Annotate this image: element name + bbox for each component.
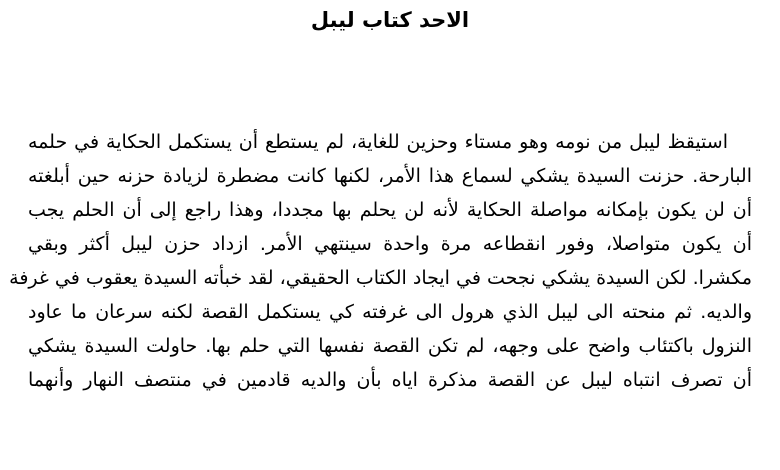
document-title: الاحد كتاب ليبل [310,8,470,32]
paragraph-line: مكشرا. لكن السيدة يشكي نجحت في ايجاد الكتاب الحقيقي، لقد خبأته السيدة يعقوب في غرفة [9,267,752,289]
paragraph-line: استيقظ ليبل من نومه وهو مستاء وحزين للغاية، لم يستطع أن يستكمل الحكاية في حلمه [28,131,728,153]
paragraph-line: أن يكون متواصلا، وفور انقطاعه مرة واحدة سينتهي الأمر. ازداد حزن ليبل أكثر وبقي [28,233,752,255]
paragraph-line: والديه. ثم منحته الى ليبل الذي هرول الى غرفته كي يستكمل القصة لكنه سرعان ما عاود [28,301,752,323]
paragraph-line: أن تصرف انتباه ليبل عن القصة مذكرة اياه بأن والديه قادمين في منتصف النهار وأنهما [28,369,752,391]
paragraph-line: النزول باكتئاب واضح على وجهه، لم تكن القصة نفسها التي حلم بها. حاولت السيدة يشكي [28,335,752,357]
paragraph-line: أن لن يكون بإمكانه مواصلة الحكاية لأنه لن يحلم بها مجددا، وهذا راجع إلى أن الحلم يجب [28,199,752,221]
document-body [9,128,752,400]
paragraph-line: البارحة. حزنت السيدة يشكي لسماع هذا الأمر، لكنها كانت مضطرة لزيادة حزنه حين أبلغته [28,165,752,187]
